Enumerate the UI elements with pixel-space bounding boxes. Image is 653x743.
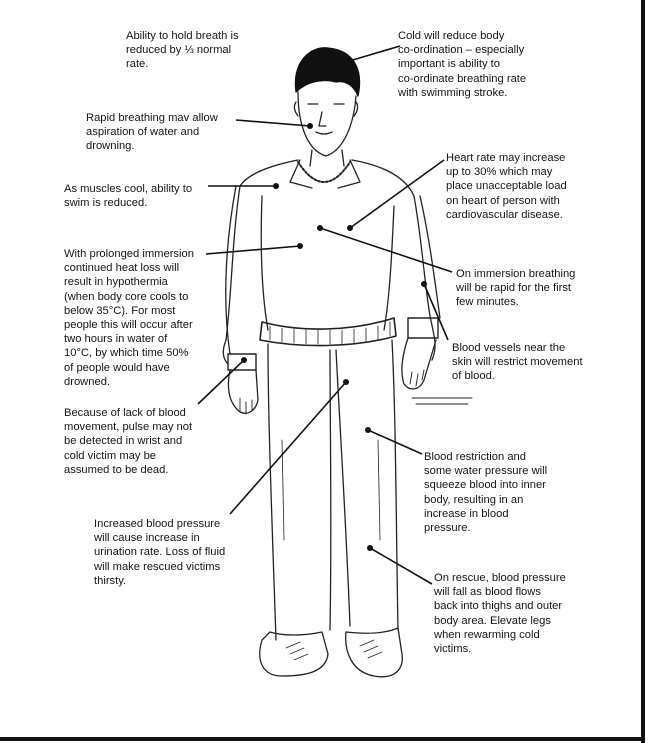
right-hand <box>402 338 436 389</box>
callout-pulse-wrist: Because of lack of blood movement, pulse may not be detected in wrist and cold victim may be assumed to be dead. <box>64 407 193 476</box>
right-trouser-outer <box>392 340 398 630</box>
leader-lines <box>198 46 452 584</box>
dot-rapid-breathing <box>307 123 313 129</box>
right-shoulder-arm <box>352 160 430 316</box>
trouser-inseam-left <box>330 350 331 630</box>
leader-urination <box>230 382 346 514</box>
leader-immersion-breathing <box>320 228 452 272</box>
leader-pulse-wrist <box>198 360 244 404</box>
callout-hypothermia: With prolonged immersion continued heat loss will result in hypothermia (when body core cools to below 35°C). For most people this will occur after two hours in water of 10°C, by which time 50% of people would have drowned. <box>64 248 194 388</box>
sweater-v-neck <box>298 162 350 182</box>
sweater-waistband <box>260 318 396 346</box>
dot-urination <box>343 379 349 385</box>
dot-immersion-breathing <box>317 225 323 231</box>
callout-urination: Increased blood pressure will cause increase in urination rate. Loss of fluid will make rescued victims thirsty. <box>94 518 226 587</box>
dot-muscles-cool <box>273 183 279 189</box>
callout-breath-hold: Ability to hold breath is reduced by ⅓ normal rate. <box>126 30 239 71</box>
dot-blood-vessels <box>421 281 427 287</box>
leader-cold-coordination <box>346 46 400 62</box>
leader-rapid-breathing <box>236 120 310 126</box>
hair <box>295 48 359 96</box>
dot-cold-coordination <box>343 59 349 65</box>
leader-hypothermia <box>206 246 300 254</box>
left-shoe <box>260 632 328 676</box>
leader-heart-rate <box>350 160 444 228</box>
left-trouser-outer <box>268 344 276 640</box>
callout-cold-coordination: Cold will reduce body co-ordination – especially important is ability to co-ordinate breathing rate with swimming stroke. <box>398 30 527 99</box>
leader-dots <box>241 59 427 551</box>
dot-heart-rate <box>347 225 353 231</box>
dot-blood-restriction <box>365 427 371 433</box>
callout-blood-vessels: Blood vessels near the skin will restrict movement of blood. <box>452 342 583 383</box>
callout-blood-restriction: Blood restriction and some water pressure will squeeze blood into inner body, resulting in an increase in blood pressure. <box>424 451 548 535</box>
dot-pulse-wrist <box>241 357 247 363</box>
dot-rescue-legs <box>367 545 373 551</box>
left-hand <box>228 370 258 413</box>
right-shoe <box>346 628 403 677</box>
dot-hypothermia <box>297 243 303 249</box>
callout-heart-rate: Heart rate may increase up to 30% which may place unacceptable load on heart of person with cardiovascular disease. <box>446 152 567 221</box>
callout-immersion-breathing: On immersion breathing will be rapid for the first few minutes. <box>456 268 576 309</box>
callout-rescue-legs: On rescue, blood pressure will fall as blood flows back into thighs and outer body area. Elevate legs when rewarming cold victims. <box>434 572 566 656</box>
face-outline <box>298 92 356 156</box>
leader-rescue-legs <box>370 548 432 584</box>
callout-muscles-cool: As muscles cool, ability to swim is reduced. <box>64 183 193 210</box>
callout-rapid-breathing: Rapid breathing mav allow aspiration of water and drowning. <box>86 112 218 153</box>
